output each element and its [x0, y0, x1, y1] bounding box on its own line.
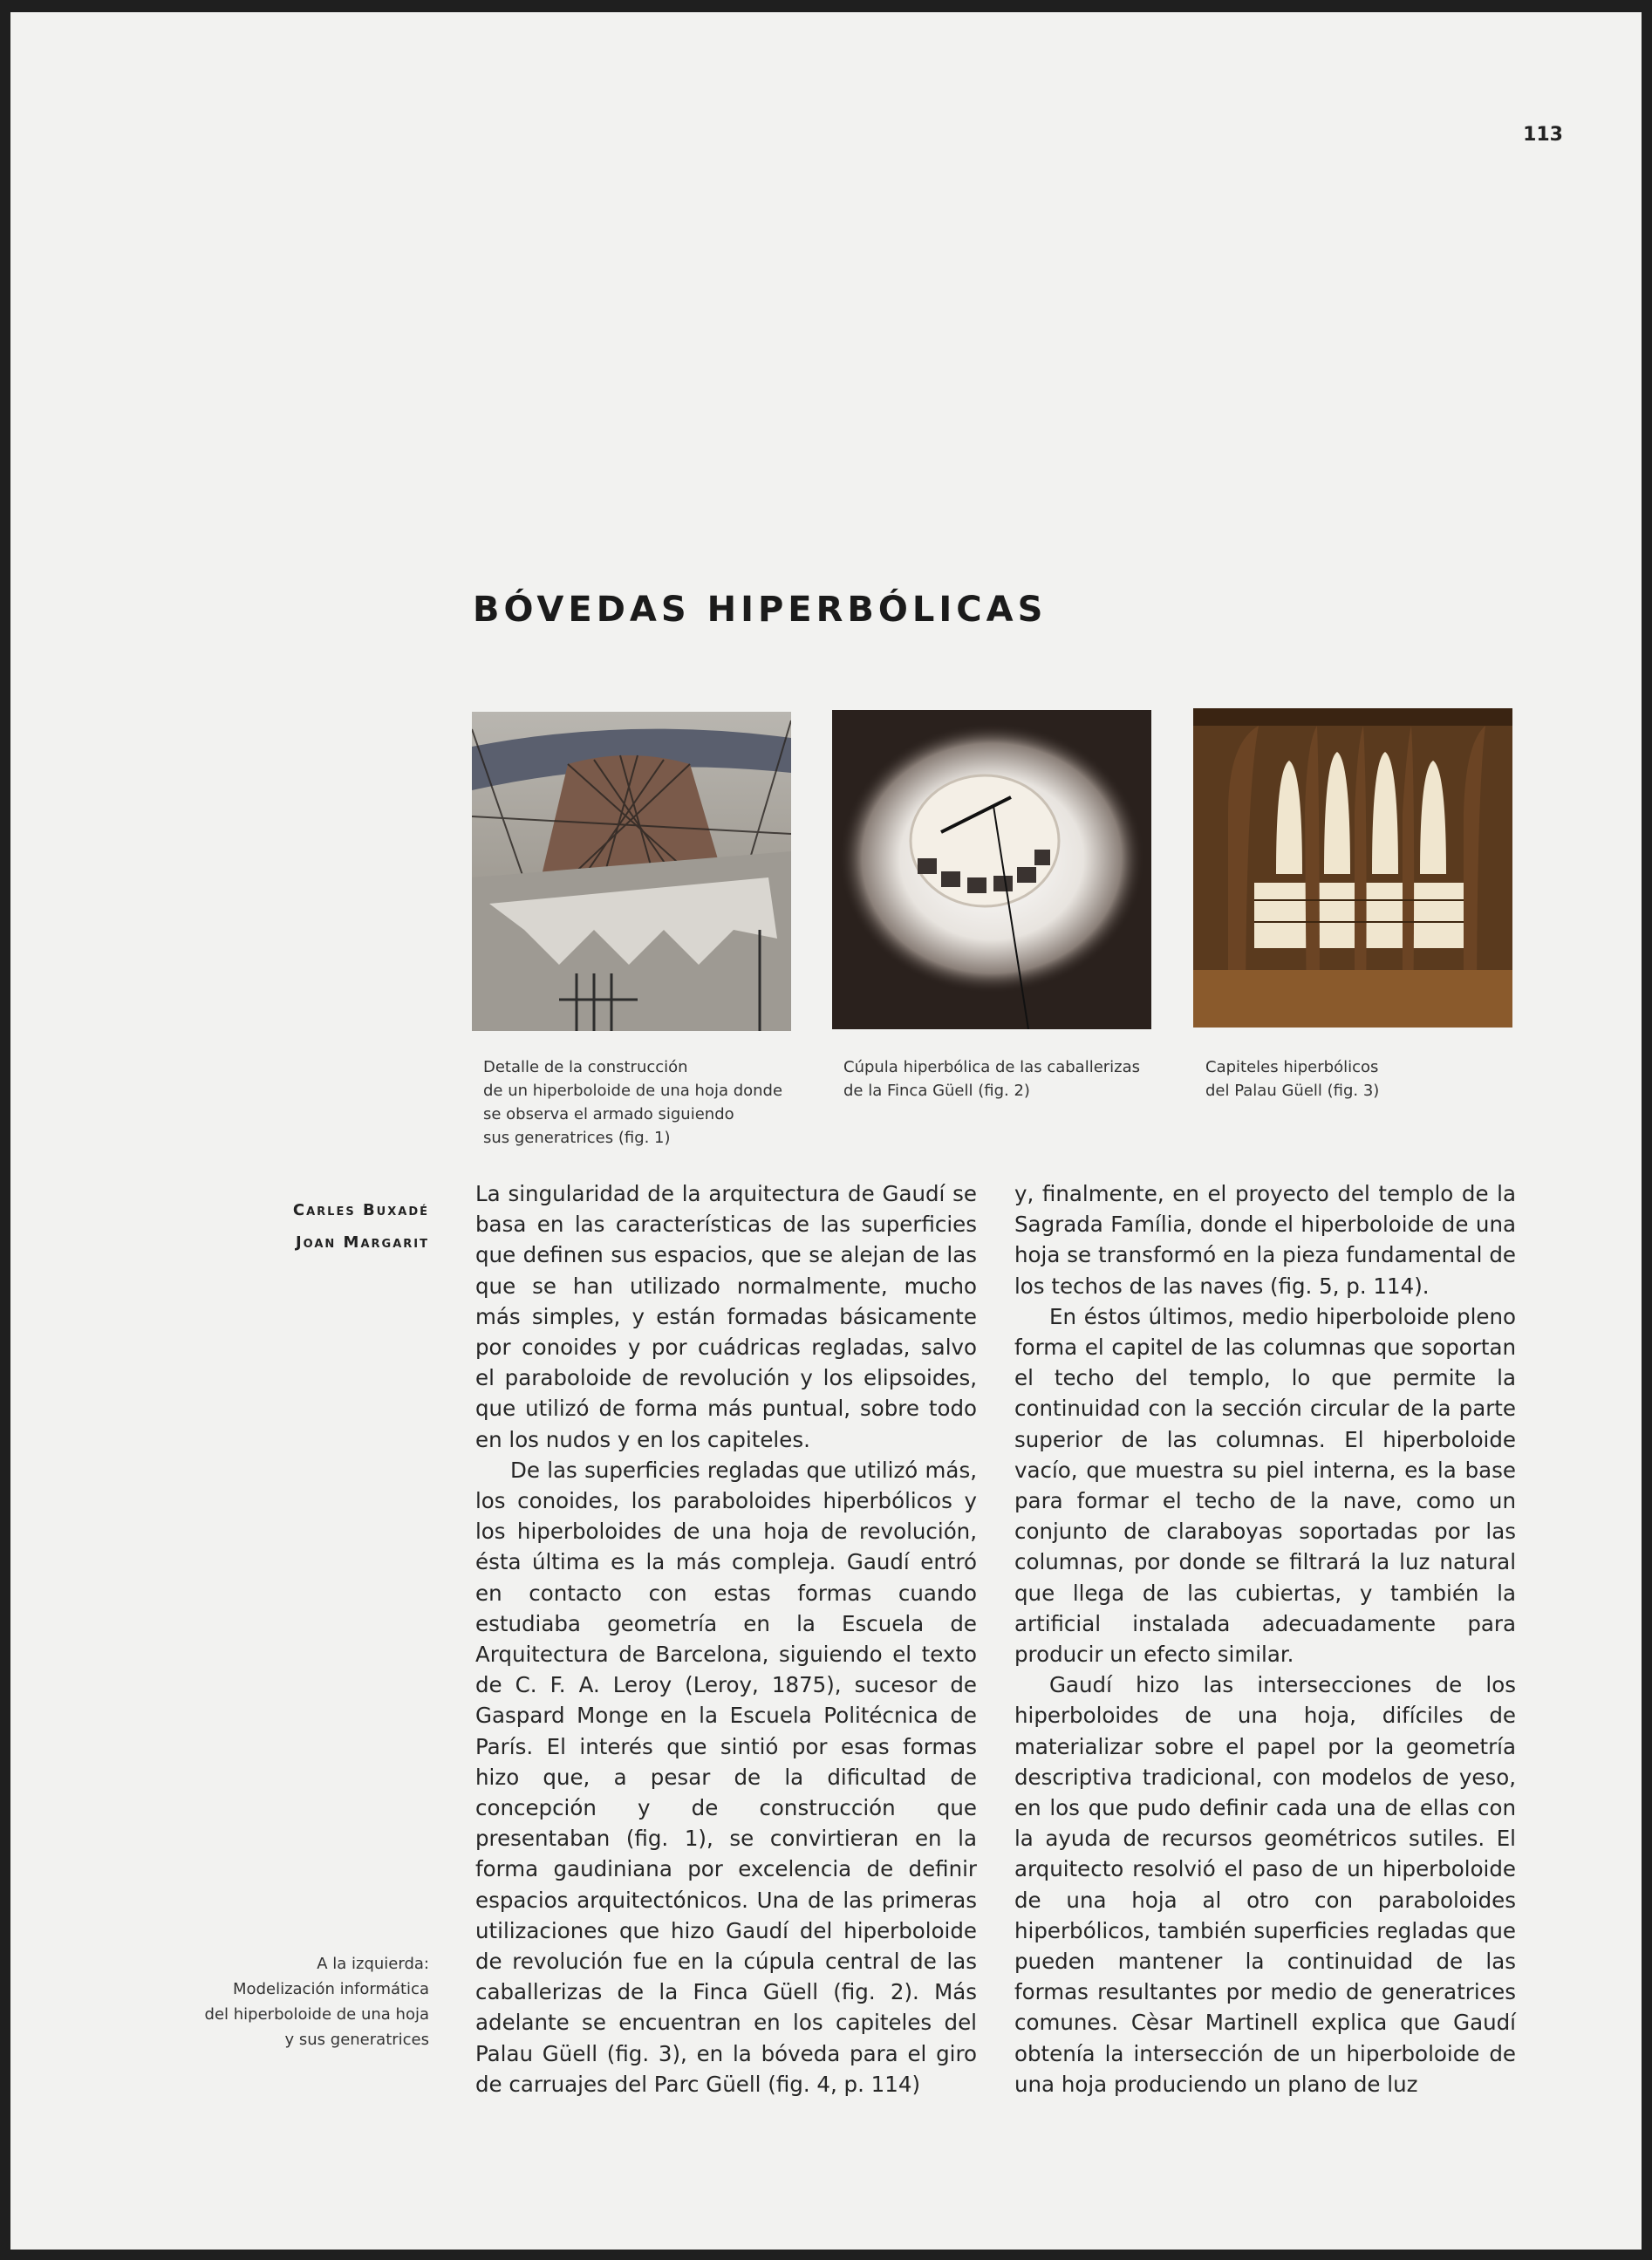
side-caption-line: Modelización informática: [233, 1980, 429, 1998]
authors-block: [141, 1194, 429, 1259]
caption-line: del Palau Güell (fig. 3): [1205, 1082, 1380, 1100]
side-caption-line: y sus generatrices: [284, 2031, 429, 2049]
side-caption: [141, 1951, 429, 2052]
caption-line: Detalle de la construcción: [483, 1058, 688, 1076]
body-column-right: [1014, 1178, 1516, 2100]
body-paragraph: De las superficies regladas que utilizó más, los conoides, los paraboloides hiperbólicos y los hiperboloides de una hoja de revolución, ésta última es la más compleja. Gaudí entró en contacto con estas formas cuando estudiaba geometría en la Escuela de Arquitectura de Barcelona, siguiendo el texto de C. F. A. Leroy (Leroy, 1875), sucesor de Gaspard Monge en la Escuela Politécnica de París. El interés que sintió por esas formas hizo que, a pesar de la dificultad de concepción y de construcción que presentaban (fig. 1), se convirtieran en la forma gaudiniana por excelencia de definir espacios arquitectónicos. Una de las primeras utilizaciones que hizo Gaudí del hiperboloide de revolución fue en la cúpula central de las caballerizas de la Finca Güell (fig. 2). Más adelante se encuentran en los capiteles del Palau Güell (fig. 3), en la bóveda para el giro de carruajes del Parc Güell (fig. 4, p. 114): [475, 1457, 977, 2097]
figure-1-caption: [483, 1055, 806, 1150]
figure-3-photo: [1193, 708, 1512, 1028]
page-title: BÓVEDAS HIPERBÓLICAS: [473, 590, 1048, 630]
caption-line: de la Finca Güell (fig. 2): [843, 1082, 1030, 1100]
body-paragraph: y, finalmente, en el proyecto del templo de la Sagrada Família, donde el hiperboloide de una hoja se transformó en la pieza fundamental de los techos de las naves (fig. 5, p. 114).: [1014, 1181, 1516, 1299]
book-page: [10, 12, 1642, 2250]
body-paragraph: La singularidad de la arquitectura de Gaudí se basa en las características de las superficies que definen sus espacios, que se alejan de las que se han utilizado normalmente, mucho más simples, y están formadas básicamente por conoides y por cuádricas regladas, salvo el paraboloide de revolución y los elipsoides, que utilizó de forma más puntual, sobre todo en los nudos y en los capiteles.: [475, 1181, 977, 1452]
figure-2-caption: [843, 1055, 1166, 1103]
caption-line: Cúpula hiperbólica de las caballerizas: [843, 1058, 1141, 1076]
body-paragraph: Gaudí hizo las intersecciones de los hiperboloides de una hoja, difíciles de materializar sobre el papel por la geometría descriptiva tradicional, con modelos de yeso, en los que pudo definir cada una de ellas con la ayuda de recursos geométricos sutiles. El arquitecto resolvió el paso de un hiperboloide de una hoja al otro con paraboloides hiperbólicos, también superficies regladas que pueden mantener la continuidad de las formas resultantes por medio de generatrices comunes. Cèsar Martinell explica que Gaudí obtenía la intersección de un hiperboloide de una hoja produciendo un plano de luz: [1014, 1672, 1516, 2097]
body-column-left: [475, 1178, 977, 2100]
figure-1-photo: [472, 712, 791, 1031]
side-caption-line: A la izquierda:: [317, 1955, 429, 1973]
figure-3-caption: [1205, 1055, 1528, 1103]
author-name: Carles Buxadé: [292, 1201, 429, 1219]
caption-line: Capiteles hiperbólicos: [1205, 1058, 1379, 1076]
figure-2-photo: [832, 710, 1151, 1029]
side-caption-line: del hiperboloide de una hoja: [204, 2005, 429, 2024]
author-name: Joan Margarit: [295, 1233, 429, 1252]
body-paragraph: En éstos últimos, medio hiperboloide pleno forma el capitel de las columnas que soportan el techo del templo, lo que permite la continuidad con la sección circular de la parte superior de las columnas. El hiperboloide vacío, que muestra su piel interna, es la base para formar el techo de la nave, como un conjunto de claraboyas soportadas por las columnas, por donde se filtrará la luz natural que llega de las cubiertas, y también la artificial instalada adecuadamente para producir un efecto similar.: [1014, 1303, 1516, 1668]
caption-line: sus generatrices (fig. 1): [483, 1129, 671, 1147]
page-number: 113: [1523, 124, 1563, 146]
caption-line: se observa el armado siguiendo: [483, 1105, 734, 1123]
caption-line: de un hiperboloide de una hoja donde: [483, 1082, 783, 1100]
